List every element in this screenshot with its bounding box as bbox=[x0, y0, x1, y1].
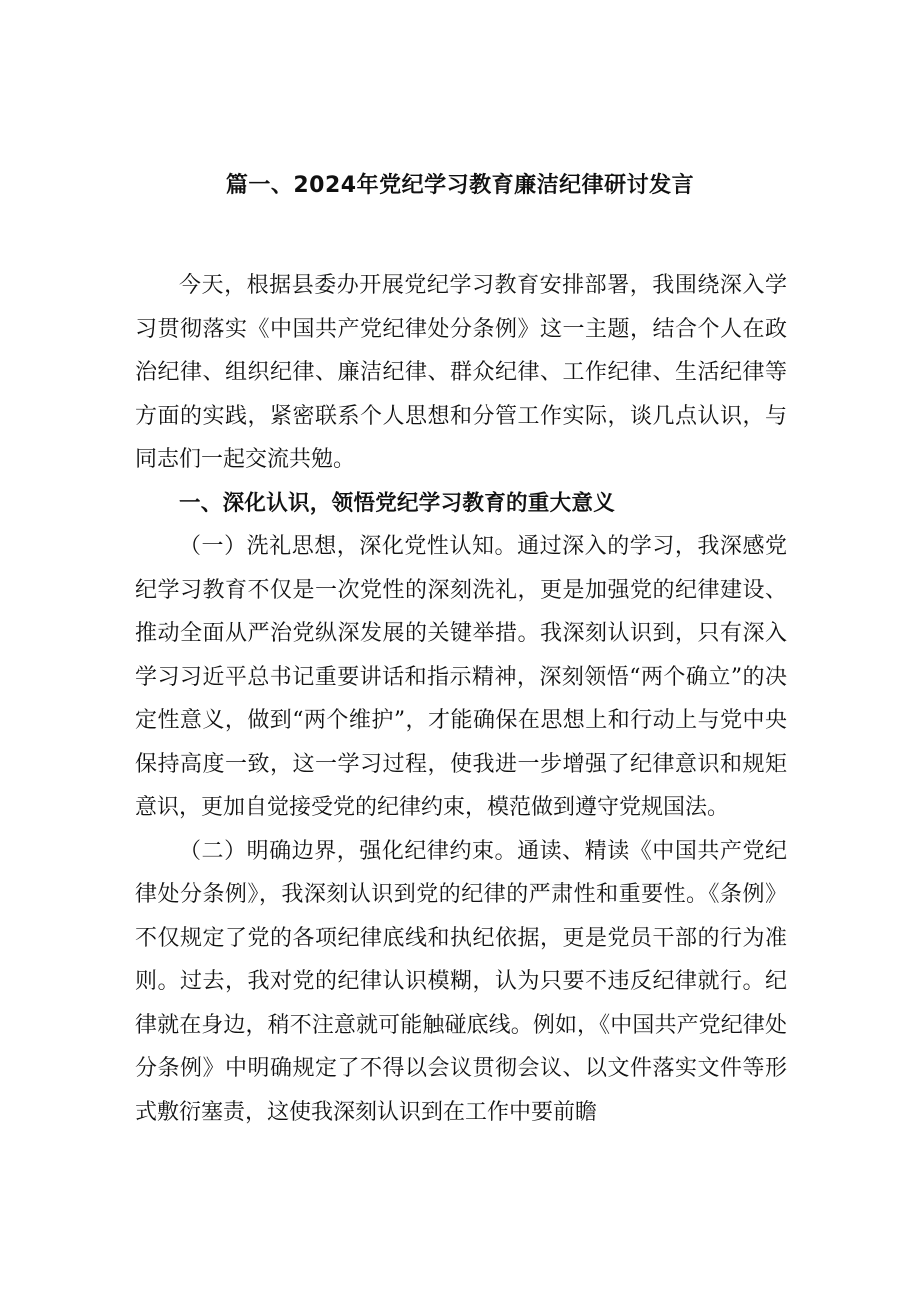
intro-paragraph: 今天，根据县委办开展党纪学习教育安排部署，我围绕深入学习贯彻落实《中国共产党纪律处分条例》这一主题，结合个人在政治纪律、组织纪律、廉洁纪律、群众纪律、工作纪律、生活纪律等方面的实践，紧密联系个人思想和分管工作实际，谈几点认识，与同志们一起交流共勉。 bbox=[135, 273, 787, 472]
section-heading-1: 一、深化认识，领悟党纪学习教育的重大意义 bbox=[179, 490, 616, 516]
document-body bbox=[135, 264, 787, 1134]
document-title: 篇一、2024年党纪学习教育廉洁纪律研讨发言 bbox=[225, 173, 695, 198]
paragraph-2: （二）明确边界，强化纪律约束。通读、精读《中国共产党纪律处分条例》，我深刻认识到党的纪律的严肃性和重要性。《条例》不仅规定了党的各项纪律底线和执纪依据，更是党员干部的行为准则。过去，我对党的纪律认识模糊，认为只要不违反纪律就行。纪律就在身边，稍不注意就可能触碰底线。例如，《中国共产党纪律处分条例》中明确规定了不得以会议贯彻会议、以文件落实文件等形式敷衍塞责，这使我深刻认识到在工作中要前瞻 bbox=[135, 838, 787, 1125]
paragraph-1: （一）洗礼思想，深化党性认知。通过深入的学习，我深感党纪学习教育不仅是一次党性的深刻洗礼，更是加强党的纪律建设、推动全面从严治党纵深发展的关键举措。我深刻认识到，只有深入学习习近平总书记重要讲话和指示精神，深刻领悟“两个确立”的决定性意义，做到“两个维护”，才能确保在思想上和行动上与党中央保持高度一致，这一学习过程，使我进一步增强了纪律意识和规矩意识，更加自觉接受党的纪律约束，模范做到遵守党规国法。 bbox=[135, 534, 787, 820]
